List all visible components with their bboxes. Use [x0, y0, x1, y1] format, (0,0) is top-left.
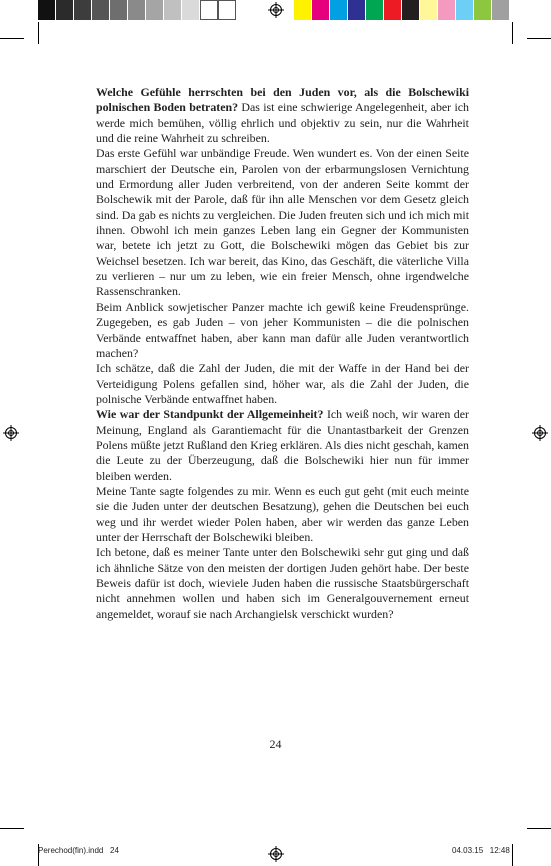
crop-mark [0, 828, 24, 829]
paragraph-text: Beim Anblick sowjetischer Panzer machte ich gewiß keine Freudensprünge. Zugegeben, es gab Juden – von jeher Kommunisten – die die polnischen Verbände entwaffnet haben, aber kann man dafür alle Juden verantwortlich machen? [96, 299, 469, 360]
color-swatch [146, 0, 164, 20]
paragraph [96, 361, 469, 407]
crop-mark [512, 844, 513, 866]
registration-mark-icon [532, 425, 548, 441]
paragraph [96, 300, 469, 361]
crop-mark [512, 22, 513, 44]
process-colorbar [294, 0, 510, 20]
crop-mark [0, 38, 24, 39]
gray-colorbar [38, 0, 236, 20]
question-heading: Wie war der Standpunkt der Allgemeinheit? [96, 407, 324, 422]
color-swatch [164, 0, 182, 20]
paragraph-text: Ich schätze, daß die Zahl der Juden, die mit der Waffe in der Hand bei der Verteidigung Polens gefallen sind, höher war, als die Zahl der Juden, die polnische Verbände entwaffnet haben. [96, 361, 469, 406]
color-swatch [456, 0, 474, 20]
paragraph-text: Meine Tante sagte folgendes zu mir. Wenn es euch gut geht (mit euch meinte sie die Juden unter der deutschen Besatzung), gehen die Deutschen bei euch weg und ihr werdet wieder Polen haben, aber wir werden das ganze Leben unter der Herrschaft der Bolschewiki bleiben. [96, 483, 469, 544]
question-heading: Welche Gefühle herrschten bei den Juden vor, als die Bolschewiki polnischen Boden betraten? [96, 85, 469, 115]
color-swatch [110, 0, 128, 20]
paragraph [96, 484, 469, 545]
color-swatch [420, 0, 438, 20]
color-swatch [38, 0, 56, 20]
registration-mark-icon [268, 2, 284, 18]
crop-mark [527, 828, 551, 829]
registration-mark-icon [3, 425, 19, 441]
color-swatch [312, 0, 330, 20]
paragraph-text: Ich betone, daß es meiner Tante unter den Bolschewiki sehr gut ging und daß ich ähnliche Sätze von den meisten der dortigen Juden gehört habe. Der beste Beweis dafür ist doch, wieviele Juden haben die russische Staatsbürgerschaft nicht annehmen wollen und haben sich im Generalgouvernement erneut angemeldet, worauf sie nach Archangielsk verschickt wurden? [96, 545, 469, 621]
page-number: 24 [269, 737, 282, 751]
paragraph [96, 545, 469, 622]
color-swatch [128, 0, 146, 20]
slug-filename: Perechod(fin).indd 24 [38, 846, 119, 855]
paragraph [96, 85, 469, 146]
registration-mark-icon [268, 846, 284, 862]
color-swatch [438, 0, 456, 20]
color-swatch [366, 0, 384, 20]
color-swatch [218, 0, 236, 20]
paragraph [96, 146, 469, 299]
color-swatch [384, 0, 402, 20]
color-swatch [348, 0, 366, 20]
color-swatch [74, 0, 92, 20]
color-swatch [182, 0, 200, 20]
color-swatch [402, 0, 420, 20]
crop-mark [527, 38, 551, 39]
crop-mark [38, 22, 39, 44]
paragraph-text: Das ist eine schwierige Angelegenheit, aber ich werde mich bemühen, völlig ehrlich und objektiv zu sein, nur die Wahrheit und die reine Wahrheit zu schreiben. [96, 100, 469, 146]
page-body [96, 85, 469, 622]
color-swatch [294, 0, 312, 20]
paragraph [96, 407, 469, 484]
slug-timestamp: 04.03.15 12:48 [452, 846, 510, 855]
color-swatch [474, 0, 492, 20]
color-swatch [330, 0, 348, 20]
color-swatch [56, 0, 74, 20]
paragraph-text: Ich weiß noch, wir waren der Meinung, England als Garantiemacht für die Unantastbarkeit der Grenzen Polens müßte jetzt Rußland den Krieg erklären. Als dies nicht geschah, kamen die Leute zu der Überzeugung, daß die Bolschewiki hier nun für immer bleiben werden. [96, 407, 469, 483]
paragraph-text: Das erste Gefühl war unbändige Freude. Wen wundert es. Von der einen Seite marschiert der Deutsche ein, Parolen von der erbarmungslosen Vernichtung und Ermordung aller Juden verbreitend, von der anderen Seite kommt der Bolschewik mit der Parole, daß für ihn alle Menschen vor dem Gesetz gleich sind. Da gab es nichts zu vergleichen. Die Juden freuten sich und ich mich mit ihnen. Obwohl ich mein ganzes Leben lang ein Gegner der Kommunisten war, betete ich jetzt zu Gott, die Bolschewiki mögen das Gebiet bis zur Weichsel besetzen. Ich war bereit, das Kino, das Geschäft, die väterliche Villa zu verlieren – nur um zu leben, wie ein freier Mensch, ohne irgendwelche Rassenschranken. [96, 146, 469, 299]
color-swatch [200, 0, 218, 20]
color-swatch [492, 0, 510, 20]
color-swatch [92, 0, 110, 20]
